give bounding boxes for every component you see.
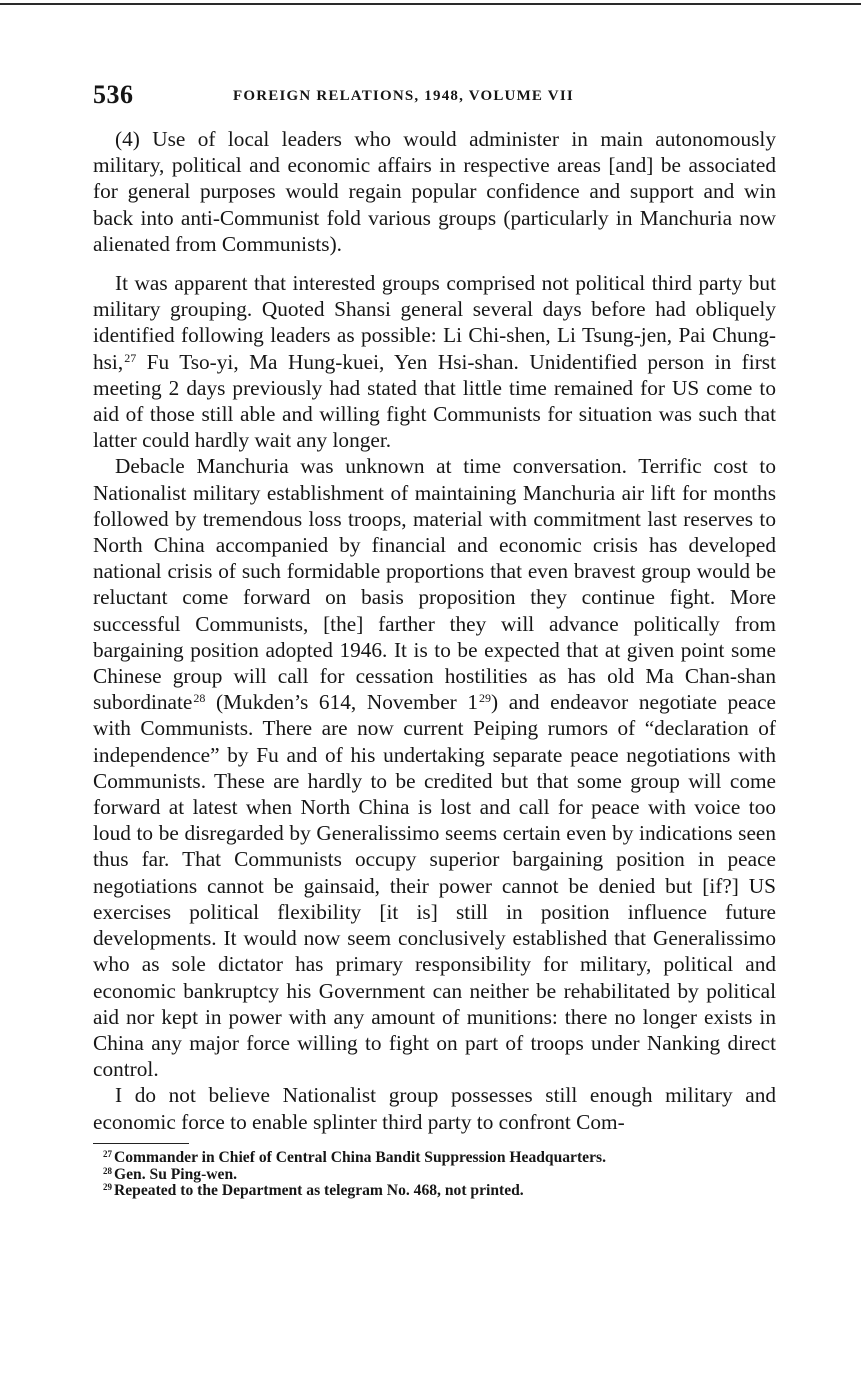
paragraph-2 (93, 270, 776, 453)
paragraph-2-text-a: It was apparent that interested groups comprised not political third party but military grouping. Quoted Shansi general several days before had obliquely identified following leaders as possible: Li Chi-shen, Li Tsung-jen, Pai Chung-hsi, (93, 271, 776, 374)
footnote-ref-27: 27 (124, 350, 137, 365)
footnote-29 (93, 1183, 776, 1200)
footnote-29-marker: 29 (103, 1182, 112, 1193)
body-text (93, 126, 776, 1135)
footnote-28-marker: 28 (103, 1165, 112, 1176)
paragraph-3 (93, 453, 776, 1082)
footnote-28-text: Gen. Su Ping-wen. (114, 1165, 238, 1183)
top-edge-rule (0, 3, 861, 5)
paragraph-3-text-a: Debacle Manchuria was unknown at time conversation. Terrific cost to Nationalist military establishment of maintaining Manchuria air lift for months followed by tremendous loss troops, material with commitment last reserves to North China accompanied by financial and economic crisis has developed national crisis of such formidable proportions that even bravest group would be reluctant come forward on basis proposition they continue fight. More successful Communists, [the] farther they will advance politically from bargaining position adopted 1946. It is to be expected that at given point some Chinese group will call for cessation hostilities as has old Ma Chan-shan subordinate (93, 454, 776, 715)
footnote-divider (93, 1143, 189, 1145)
running-title: FOREIGN RELATIONS, 1948, VOLUME VII (233, 88, 574, 104)
paragraph-4: I do not believe Nationalist group possesses still enough military and economic force to enable splinter third party to confront Com- (93, 1083, 776, 1134)
footnotes (93, 1150, 776, 1200)
footnote-27-text: Commander in Chief of Central China Bandit Suppression Headquarters. (114, 1149, 606, 1167)
page-number: 536 (93, 80, 134, 109)
footnote-28 (93, 1167, 776, 1184)
footnote-27 (93, 1150, 776, 1167)
footnote-ref-28: 28 (193, 691, 206, 706)
paragraph-3-text-c: ) and endeavor negotiate peace with Communists. There are now current Peiping rumors of “declaration of independence” by Fu and of his undertaking separate peace negotiations with Communists. These are hardly to be credited but that some group will come forward at latest when North China is lost and call for peace with voice too loud to be disregarded by Generalissimo seems certain even by indications seen thus far. That Communists occupy superior bargaining position in peace negotiations cannot be gainsaid, their power cannot be denied but [if?] US exercises political flexibility [it is] still in position influence future developments. It would now seem conclusively established that Generalissimo who as sole dictator has primary responsibility for military, political and economic bankruptcy his Government can neither be rehabilitated by political aid nor kept in power with any amount of munitions: there no longer exists in China any major force willing to fight on part of troops under Nanking direct control. (93, 690, 776, 1082)
document-page (93, 80, 776, 1200)
footnote-29-text: Repeated to the Department as telegram No. 468, not printed. (114, 1182, 524, 1200)
paragraph-3-text-b: (Mukden’s 614, November 1 (205, 690, 479, 715)
paragraph-1: (4) Use of local leaders who would administer in main autonomously military, political and economic affairs in respective areas [and] be associated for general purposes would regain popular confidence and support and win back into anti-Communist fold various groups (particularly in Manchuria now alienated from Communists). (93, 127, 776, 256)
footnote-27-marker: 27 (103, 1149, 112, 1160)
footnote-ref-29: 29 (479, 691, 492, 706)
paragraph-2-text-b: Fu Tso-yi, Ma Hung-kuei, Yen Hsi-shan. Unidentified person in first meeting 2 days previously had stated that little time remained for US come to aid of those still able and willing fight Communists for situation was such that latter could hardly wait any longer. (93, 349, 776, 453)
running-head (93, 80, 776, 116)
